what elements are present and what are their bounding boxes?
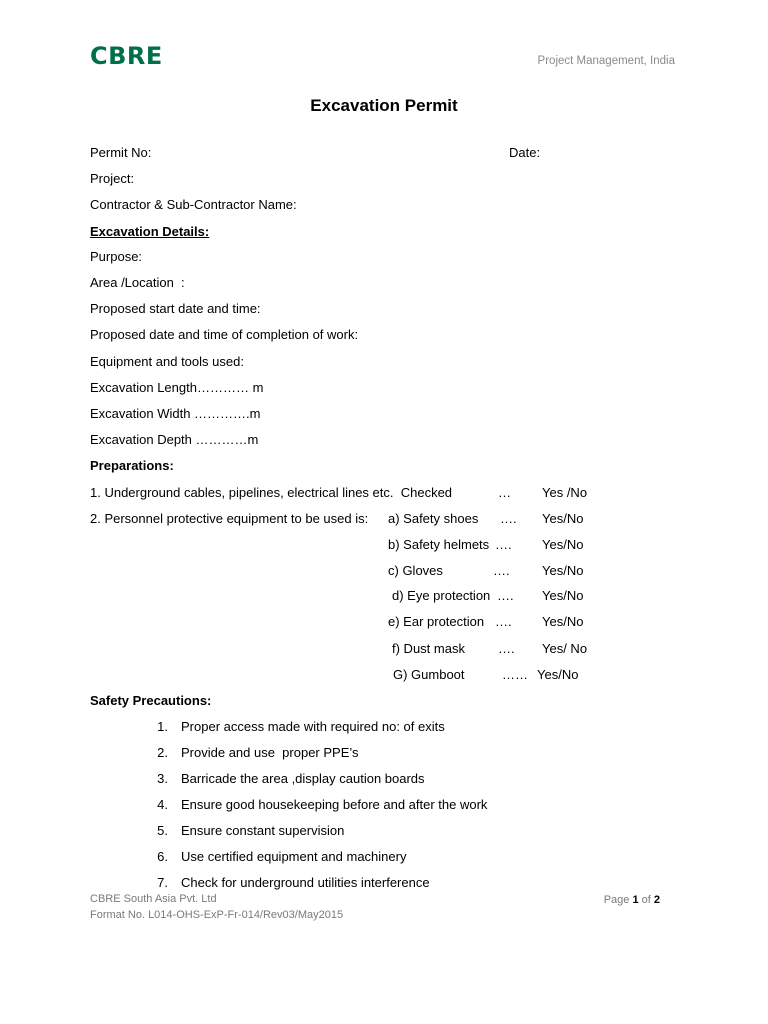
list-item-number: 3. [157,771,168,786]
list-item: Ensure good housekeeping before and after the work [181,797,488,812]
ppe-item-dots: …. [497,588,514,603]
ppe-item-answer: Yes/No [542,588,584,603]
prep-item-1: 1. Underground cables, pipelines, electrical lines etc. Checked [90,485,453,500]
list-item: Check for underground utilities interference [181,875,430,890]
start-date-label: Proposed start date and time: [90,301,261,316]
footer-company: CBRE South Asia Pvt. Ltd [90,893,217,905]
ppe-item-label: b) Safety helmets [388,537,490,552]
excavation-width-label: Excavation Width ………….m [90,406,261,421]
permit-no-label: Permit No: [90,145,152,160]
prep-item-2: 2. Personnel protective equipment to be used is: [90,511,369,526]
cbre-logo: CBRE [90,42,163,70]
excavation-depth-label: Excavation Depth …………m [90,432,259,447]
ppe-item-dots: …… [502,667,528,682]
area-location-label: Area /Location : [90,275,185,290]
ppe-item-dots: …. [495,537,512,552]
excavation-length-label: Excavation Length………… m [90,380,264,395]
list-item: Proper access made with required no: of exits [181,719,445,734]
ppe-item-answer: Yes/No [542,614,584,629]
page-indicator [604,893,660,908]
project-label: Project: [90,171,135,186]
list-item-number: 7. [157,875,168,890]
document-title: Excavation Permit [310,96,458,115]
list-item-number: 5. [157,823,168,838]
ppe-item-answer: Yes/No [542,511,584,526]
list-item: Ensure constant supervision [181,823,345,838]
ppe-item-dots: …. [500,511,517,526]
header-division-text: Project Management, India [537,55,675,67]
footer-format-number: Format No. L014-OHS-ExP-Fr-014/Rev03/May2015 [90,909,344,921]
ppe-item-label: c) Gloves [388,563,443,578]
list-item-number: 1. [157,719,168,734]
ppe-item-answer: Yes/ No [542,641,588,656]
safety-precautions-heading: Safety Precautions: [90,693,212,708]
prep-item-1-dots: … [498,485,511,500]
ppe-item-answer: Yes/No [542,563,584,578]
list-item: Barricade the area ,display caution boards [181,771,425,786]
prep-item-1-answer: Yes /No [542,485,588,500]
ppe-item-label: d) Eye protection [392,588,491,603]
list-item-number: 4. [157,797,168,812]
ppe-item-answer: Yes/No [542,537,584,552]
completion-date-label: Proposed date and time of completion of work: [90,327,359,342]
list-item: Use certified equipment and machinery [181,849,407,864]
excavation-details-heading: Excavation Details: [90,224,210,239]
ppe-item-label: G) Gumboot [393,667,465,682]
page-prefix: Page [603,894,633,906]
date-label: Date: [509,145,541,160]
list-item: Provide and use proper PPE’s [181,745,359,760]
page-current: 1 [632,894,639,906]
ppe-item-dots: …. [495,614,512,629]
page-mid: of [638,894,654,906]
purpose-label: Purpose: [90,249,143,264]
ppe-item-dots: …. [498,641,515,656]
contractor-label: Contractor & Sub-Contractor Name: [90,197,297,212]
list-item-number: 2. [157,745,168,760]
ppe-item-dots: …. [493,563,510,578]
ppe-item-label: f) Dust mask [392,641,465,656]
list-item-number: 6. [157,849,168,864]
ppe-item-label: a) Safety shoes [388,511,479,526]
ppe-item-label: e) Ear protection [388,614,485,629]
preparations-heading: Preparations: [90,458,174,473]
equipment-label: Equipment and tools used: [90,354,244,369]
page-total: 2 [653,894,660,906]
ppe-item-answer: Yes/No [537,667,579,682]
